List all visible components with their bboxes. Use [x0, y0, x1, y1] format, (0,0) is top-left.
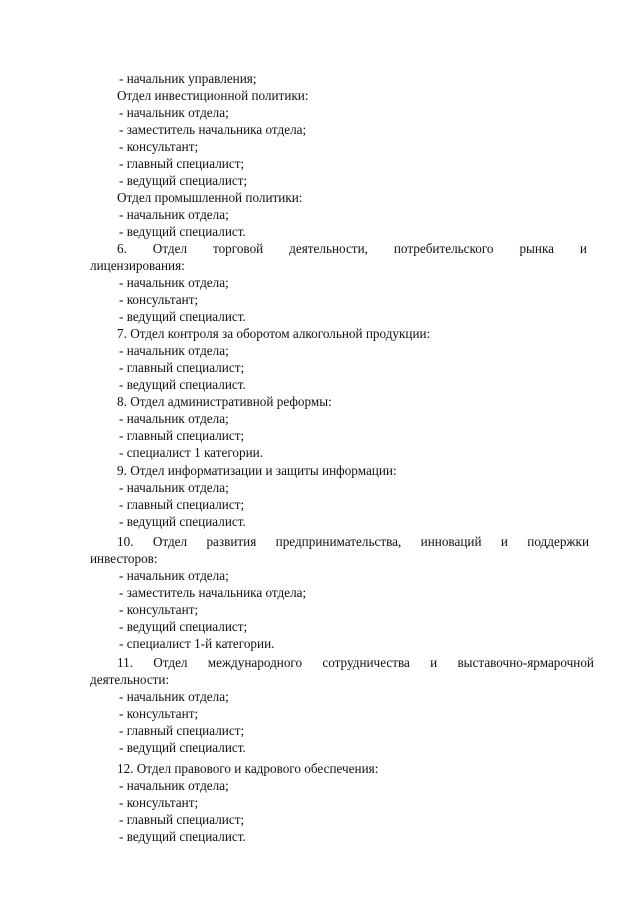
list-item: - главный специалист;	[119, 156, 245, 171]
list-item: - ведущий специалист;	[119, 173, 248, 188]
list-item: - начальник отдела;	[119, 778, 229, 793]
heading-entrepreneurship-department: 10. Отдел развития предпринимательства, инноваций и поддержки	[117, 534, 589, 549]
heading-informatization-department: 9. Отдел информатизации и защиты информации:	[117, 463, 397, 478]
list-item: - начальник отдела;	[119, 275, 229, 290]
heading-industrial-policy-department: Отдел промышленной политики:	[117, 190, 303, 205]
heading-administrative-reform-department: 8. Отдел административной реформы:	[117, 394, 332, 409]
list-item: - заместитель начальника отдела;	[119, 122, 307, 137]
list-item: - начальник отдела;	[119, 568, 229, 583]
heading-alcohol-control-department: 7. Отдел контроля за оборотом алкогольной продукции:	[117, 326, 431, 341]
list-item: - начальник отдела;	[119, 343, 229, 358]
list-item: - ведущий специалист;	[119, 619, 248, 634]
list-item: - начальник отдела;	[119, 689, 229, 704]
list-item: - консультант;	[119, 292, 199, 307]
heading-trade-department: 6. Отдел торговой деятельности, потребительского рынка и	[117, 241, 587, 256]
heading-investment-policy-department: Отдел инвестиционной политики:	[117, 88, 309, 103]
list-item: - ведущий специалист.	[119, 514, 246, 529]
list-item: - главный специалист;	[119, 723, 245, 738]
list-item: - заместитель начальника отдела;	[119, 585, 307, 600]
list-item: - главный специалист;	[119, 428, 245, 443]
list-item: - главный специалист;	[119, 360, 245, 375]
list-item: - главный специалист;	[119, 812, 245, 827]
line-head-of-department: - начальник управления;	[119, 71, 257, 86]
list-item: - ведущий специалист.	[119, 224, 246, 239]
list-item: - ведущий специалист.	[119, 377, 246, 392]
list-item: - специалист 1-й категории.	[119, 636, 275, 651]
list-item: - консультант;	[119, 795, 199, 810]
heading-trade-department-cont: лицензирования:	[90, 258, 185, 273]
list-item: - начальник отдела;	[119, 105, 229, 120]
list-item: - главный специалист;	[119, 497, 245, 512]
list-item: - специалист 1 категории.	[119, 445, 263, 460]
list-item: - начальник отдела;	[119, 207, 229, 222]
list-item: - консультант;	[119, 706, 199, 721]
list-item: - консультант;	[119, 139, 199, 154]
list-item: - начальник отдела;	[119, 480, 229, 495]
list-item: - ведущий специалист.	[119, 740, 246, 755]
list-item: - консультант;	[119, 602, 199, 617]
list-item: - ведущий специалист.	[119, 829, 246, 844]
list-item: - ведущий специалист.	[119, 309, 246, 324]
list-item: - начальник отдела;	[119, 411, 229, 426]
heading-legal-personnel-department: 12. Отдел правового и кадрового обеспечения:	[117, 761, 379, 776]
heading-international-cooperation-department-cont: деятельности:	[90, 672, 170, 687]
heading-international-cooperation-department: 11. Отдел международного сотрудничества и выставочно-ярмарочной	[117, 655, 594, 670]
heading-entrepreneurship-department-cont: инвесторов:	[90, 551, 158, 566]
